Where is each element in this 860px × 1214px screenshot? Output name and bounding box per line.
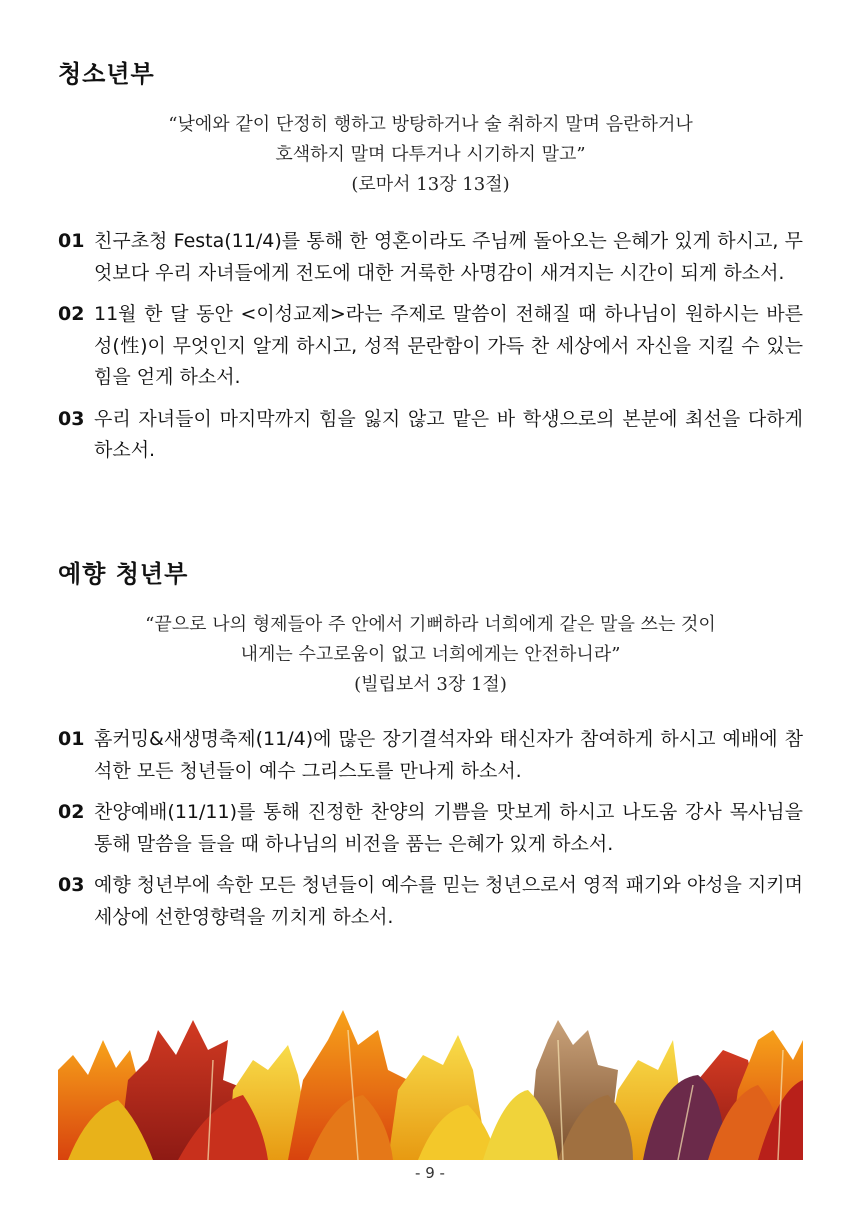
verse-line: 호색하지 말며 다투거나 시기하지 말고”	[275, 144, 586, 165]
prayer-list	[58, 724, 803, 943]
verse-line: “끝으로 나의 형제들아 주 안에서 기뻐하라 너희에게 같은 말을 쓰는 것이	[145, 614, 716, 635]
autumn-leaves-image	[58, 1000, 803, 1160]
prayer-list	[58, 226, 803, 477]
verse-line: “낮에와 같이 단정히 행하고 방탕하거나 술 취하지 말며 음란하거나	[168, 114, 693, 135]
section-title: 예향 청년부	[58, 560, 189, 588]
bible-verse	[58, 110, 803, 200]
prayer-item	[58, 797, 803, 860]
prayer-item	[58, 870, 803, 933]
verse-reference: (로마서 13장 13절)	[351, 174, 510, 195]
prayer-number: 03	[58, 407, 85, 430]
bible-verse	[58, 610, 803, 700]
verse-reference: (빌립보서 3장 1절)	[354, 674, 507, 695]
prayer-text: 우리 자녀들이 마지막까지 힘을 잃지 않고 맡은 바 학생으로의 본분에 최선을 다하게 하소서.	[94, 407, 803, 461]
page-number: - 9 -	[415, 1164, 445, 1182]
prayer-text: 찬양예배(11/11)를 통해 진정한 찬양의 기쁨을 맛보게 하시고 나도움 강사 목사님을 통해 말씀을 들을 때 하나님의 비전을 품는 은혜가 있게 하소서.	[94, 801, 803, 855]
prayer-number: 02	[58, 801, 85, 823]
verse-line: 내게는 수고로움이 없고 너희에게는 안전하니라”	[240, 644, 621, 665]
prayer-number: 02	[58, 303, 85, 325]
prayer-item	[58, 299, 803, 394]
prayer-text: 친구초청 Festa(11/4)를 통해 한 영혼이라도 주님께 돌아오는 은혜가 있게 하시고, 무엇보다 우리 자녀들에게 전도에 대한 거룩한 사명감이 새겨지는 시간이 되게 하소서.	[94, 230, 803, 284]
prayer-text: 예향 청년부에 속한 모든 청년들이 예수를 믿는 청년으로서 영적 패기와 야성을 지키며 세상에 선한영향력을 끼치게 하소서.	[94, 874, 803, 928]
prayer-number: 03	[58, 874, 85, 896]
prayer-text: 홈커밍&새생명축제(11/4)에 많은 장기결석자와 태신자가 참여하게 하시고 예배에 참석한 모든 청년들이 예수 그리스도를 만나게 하소서.	[94, 728, 803, 782]
prayer-item	[58, 724, 803, 787]
section-title: 청소년부	[58, 60, 155, 88]
prayer-item	[58, 404, 803, 467]
prayer-text: 11월 한 달 동안 <이성교제>라는 주제로 말씀이 전해질 때 하나님이 원하시는 바른 성(性)이 무엇인지 알게 하시고, 성적 문란함이 가득 찬 세상에서 자신을 지킬 수 있는 힘을 얻게 하소서.	[94, 303, 803, 388]
prayer-number: 01	[58, 230, 85, 252]
prayer-number: 01	[58, 728, 85, 750]
prayer-item	[58, 226, 803, 289]
